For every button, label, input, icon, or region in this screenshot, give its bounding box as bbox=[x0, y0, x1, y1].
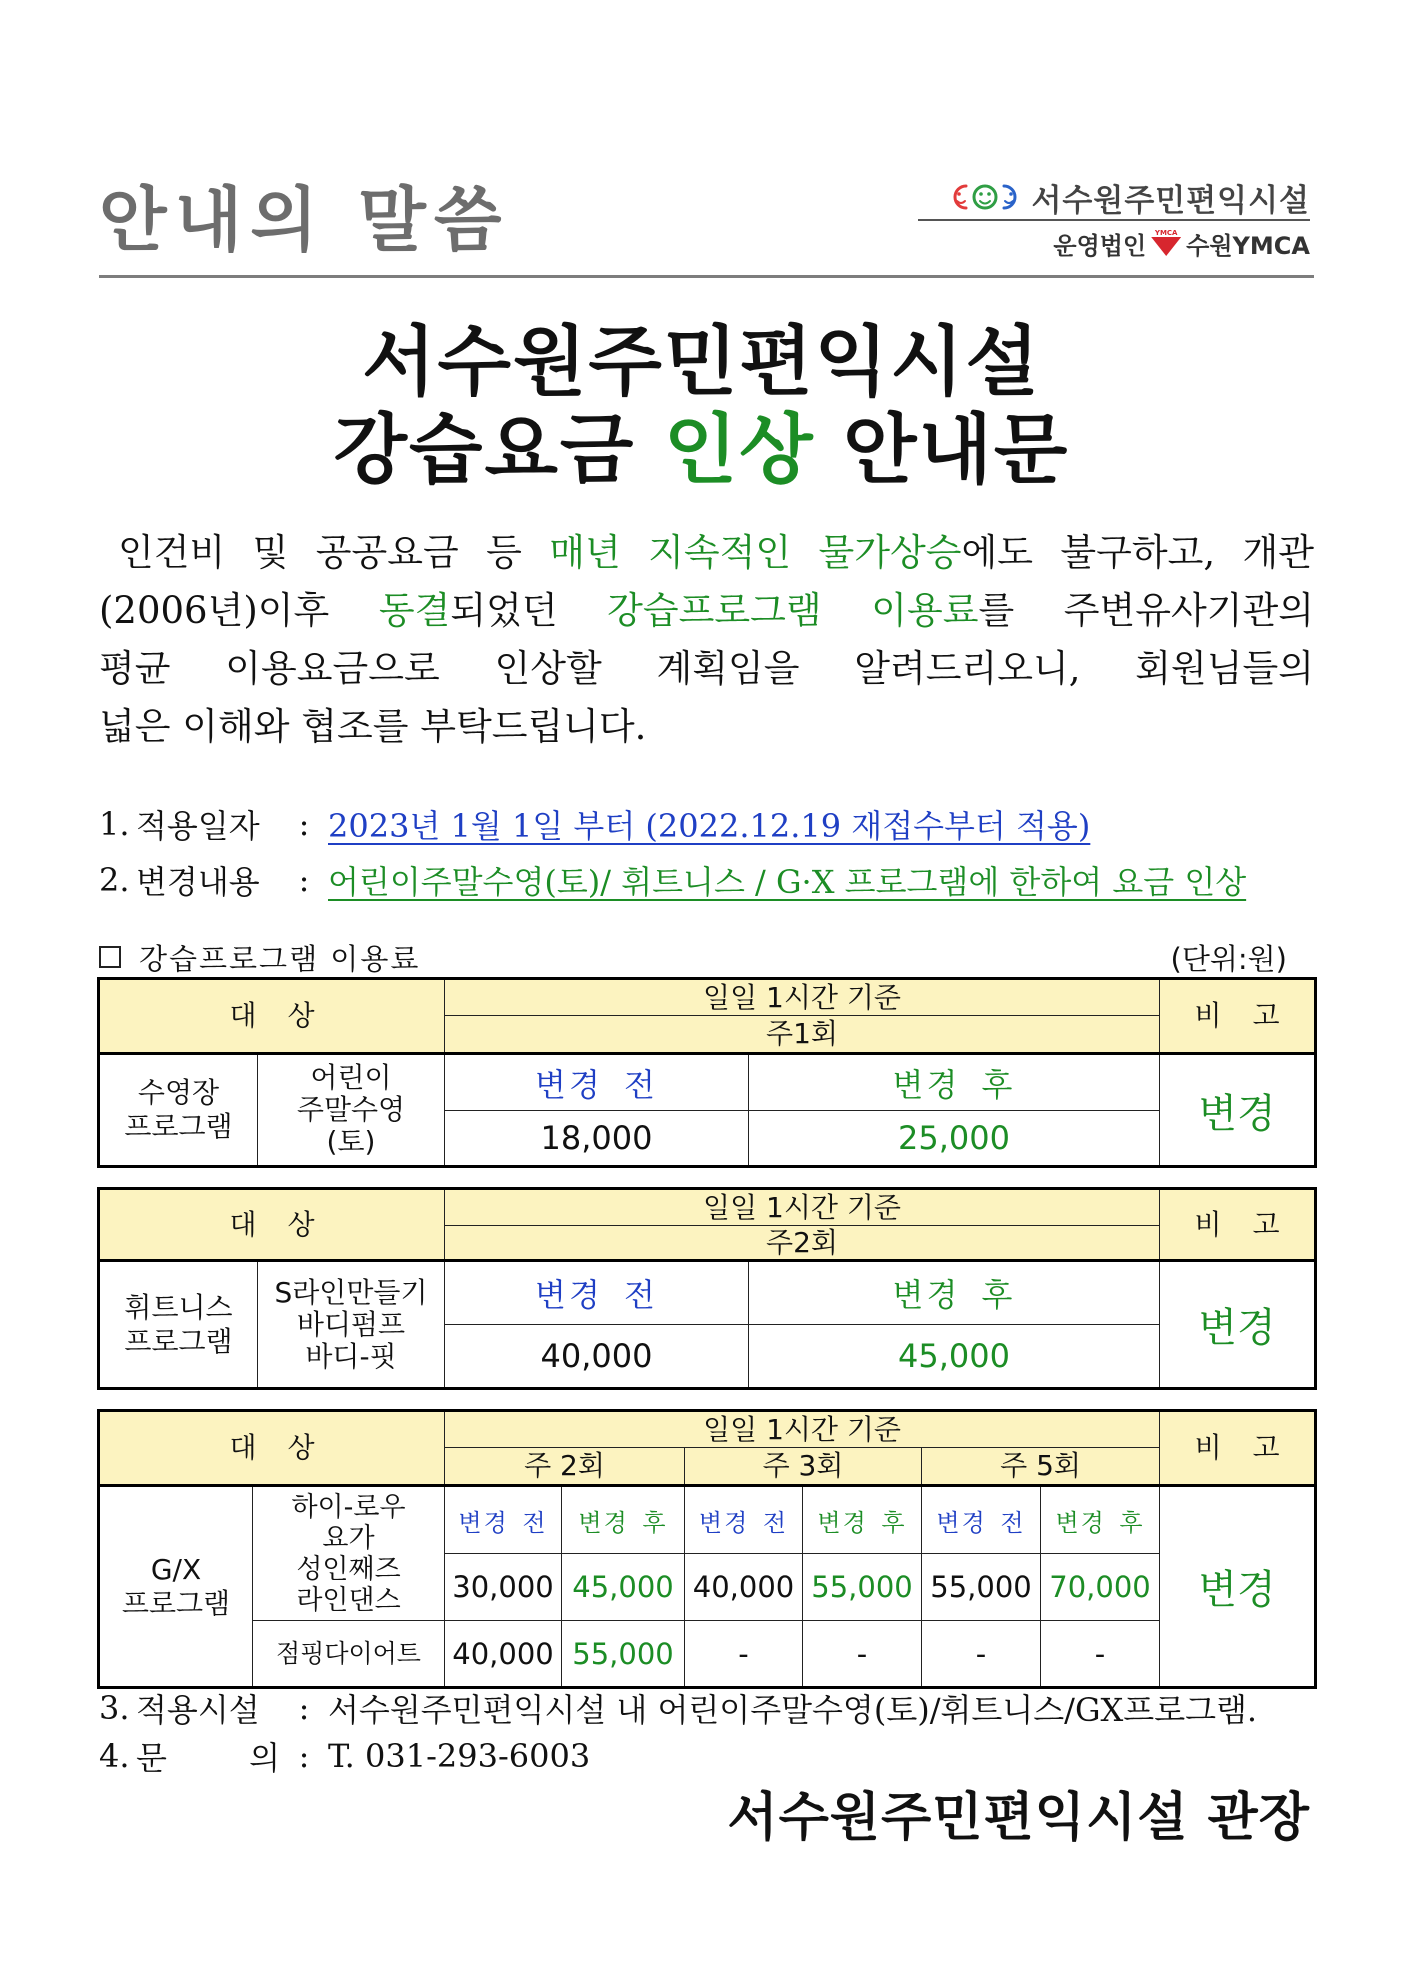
after-value: 70,000 bbox=[1041, 1554, 1160, 1621]
notice-items-bottom bbox=[99, 1684, 1314, 1780]
intro-text: 되었던 bbox=[450, 589, 608, 632]
after-value: 45,000 bbox=[749, 1325, 1160, 1389]
intro-line-3: 평균 이용요금으로 인상할 계획임을 알려드리오니, 회원님들의 bbox=[99, 647, 1314, 690]
frequency-header-2x: 주 2회 bbox=[445, 1448, 685, 1486]
fitness-fee-table bbox=[97, 1187, 1317, 1390]
basis-header: 일일 1시간 기준 bbox=[445, 979, 1160, 1016]
before-value: 30,000 bbox=[445, 1554, 562, 1621]
intro-line-4: 넓은 이해와 협조를 부탁드립니다. bbox=[99, 705, 647, 748]
item-effective-date bbox=[99, 796, 1314, 852]
item-value-phone: T. 031-293-6003 bbox=[328, 1737, 591, 1775]
before-value: 40,000 bbox=[445, 1325, 749, 1389]
intro-highlight-frozen: 동결 bbox=[378, 589, 451, 632]
signature: 서수원주민편익시설 관장 bbox=[727, 1788, 1310, 1848]
ymca-triangle-icon bbox=[1151, 230, 1181, 256]
note-cell: 변경 bbox=[1160, 1054, 1316, 1167]
after-value: 25,000 bbox=[749, 1111, 1160, 1167]
before-value: 18,000 bbox=[445, 1111, 749, 1167]
item-label: 적용시설 bbox=[136, 1691, 260, 1729]
empty-value: - bbox=[922, 1621, 1041, 1688]
title-increase-highlight: 인상 bbox=[663, 405, 815, 494]
ymca-badge-text: YMCA bbox=[1154, 229, 1178, 237]
item-separator: : bbox=[298, 805, 310, 843]
item-separator: : bbox=[298, 1689, 310, 1727]
note-cell: 변경 bbox=[1160, 1261, 1316, 1389]
before-label: 변경 전 bbox=[445, 1486, 562, 1554]
program-cell: 어린이 주말수영 (토) bbox=[258, 1054, 445, 1167]
empty-square-icon bbox=[99, 946, 121, 968]
item-value-facility: 서수원주민편익시설 내 어린이주말수영(토)/휘트니스/GX프로그램. bbox=[328, 1691, 1258, 1729]
title-fee-text: 강습요금 bbox=[333, 405, 636, 494]
intro-highlight-program-fee: 강습프로그램 이용료 bbox=[607, 589, 979, 632]
category-cell: G/X 프로그램 bbox=[99, 1486, 253, 1688]
program-cell: S라인만들기 바디펌프 바디-핏 bbox=[258, 1261, 445, 1389]
after-label: 변경 후 bbox=[1041, 1486, 1160, 1554]
item-number: 3. bbox=[99, 1689, 130, 1727]
item-label: 적용일자 bbox=[136, 807, 260, 845]
item-label: 변경내용 bbox=[136, 863, 260, 901]
intro-text: 인건비 및 공공요금 등 bbox=[118, 531, 550, 574]
before-value: 40,000 bbox=[445, 1621, 562, 1688]
before-label: 변경 전 bbox=[445, 1261, 749, 1325]
organization-name: 서수원주민편익시설 bbox=[1031, 182, 1310, 219]
note-header: 비 고 bbox=[1160, 979, 1316, 1054]
after-label: 변경 후 bbox=[749, 1261, 1160, 1325]
swimming-fee-table bbox=[97, 977, 1317, 1168]
notice-items-top bbox=[99, 796, 1314, 908]
intro-text: 에도 불구하고, 개관 bbox=[961, 531, 1314, 574]
frequency-header: 주1회 bbox=[445, 1016, 1160, 1054]
organization-logo-block bbox=[918, 176, 1310, 259]
category-cell: 휘트니스 프로그램 bbox=[99, 1261, 258, 1389]
intro-text: (2006년)이후 bbox=[99, 589, 379, 632]
item-number: 4. bbox=[99, 1737, 130, 1775]
after-value: 55,000 bbox=[562, 1621, 685, 1688]
after-value: 55,000 bbox=[803, 1554, 922, 1621]
note-header: 비 고 bbox=[1160, 1411, 1316, 1486]
title-notice-text: 안내문 bbox=[843, 405, 1070, 494]
unit-label: (단위:원) bbox=[1170, 941, 1287, 976]
after-value: 45,000 bbox=[562, 1554, 685, 1621]
after-label: 변경 후 bbox=[749, 1054, 1160, 1111]
note-cell: 변경 bbox=[1160, 1486, 1316, 1688]
empty-value: - bbox=[685, 1621, 803, 1688]
category-cell: 수영장 프로그램 bbox=[99, 1054, 258, 1167]
before-label: 변경 전 bbox=[922, 1486, 1041, 1554]
basis-header: 일일 1시간 기준 bbox=[445, 1189, 1160, 1226]
item-number: 2. bbox=[99, 861, 130, 899]
intro-line-2 bbox=[99, 582, 1314, 640]
intro-paragraph bbox=[99, 524, 1314, 756]
target-header: 대 상 bbox=[99, 1189, 445, 1261]
operator-row bbox=[918, 227, 1310, 259]
item-separator: : bbox=[298, 1737, 310, 1775]
operator-name: 수원YMCA bbox=[1186, 231, 1310, 260]
gx-fee-table bbox=[97, 1409, 1317, 1689]
frequency-header-5x: 주 5회 bbox=[922, 1448, 1160, 1486]
fee-section-header bbox=[99, 940, 1287, 974]
item-applied-facility bbox=[99, 1684, 1314, 1732]
after-label: 변경 후 bbox=[562, 1486, 685, 1554]
title-line-1: 서수원주민편익시설 bbox=[362, 317, 1041, 406]
item-separator: : bbox=[298, 861, 310, 899]
program-cell: 하이-로우 요가 성인째즈 라인댄스 bbox=[253, 1486, 445, 1621]
before-label: 변경 전 bbox=[445, 1054, 749, 1111]
before-label: 변경 전 bbox=[685, 1486, 803, 1554]
before-value: 40,000 bbox=[685, 1554, 803, 1621]
intro-line-1 bbox=[99, 524, 1314, 582]
item-label: 문 의 bbox=[136, 1739, 280, 1777]
empty-value: - bbox=[803, 1621, 922, 1688]
before-value: 55,000 bbox=[922, 1554, 1041, 1621]
item-value-change-details: 어린이주말수영(토)/ 휘트니스 / G·X 프로그램에 한하여 요금 인상 bbox=[328, 863, 1247, 901]
document-heading: 안내의 말씀 bbox=[99, 179, 510, 261]
item-value-effective-date: 2023년 1월 1일 부터 (2022.12.19 재접수부터 적용) bbox=[328, 807, 1091, 845]
target-header: 대 상 bbox=[99, 979, 445, 1054]
title-line-2 bbox=[0, 406, 1403, 494]
item-inquiry bbox=[99, 1732, 1314, 1780]
smiley-faces-logo-icon bbox=[947, 179, 1023, 215]
intro-text: 를 주변유사기관의 bbox=[978, 589, 1314, 632]
intro-highlight-price-rise: 매년 지속적인 물가상승 bbox=[549, 531, 962, 574]
basis-header: 일일 1시간 기준 bbox=[445, 1411, 1160, 1448]
empty-value: - bbox=[1041, 1621, 1160, 1688]
target-header: 대 상 bbox=[99, 1411, 445, 1486]
program-cell: 점핑다이어트 bbox=[253, 1621, 445, 1688]
note-header: 비 고 bbox=[1160, 1189, 1316, 1261]
item-number: 1. bbox=[99, 805, 130, 843]
frequency-header: 주2회 bbox=[445, 1226, 1160, 1261]
operator-label: 운영법인 bbox=[1053, 231, 1147, 260]
after-label: 변경 후 bbox=[803, 1486, 922, 1554]
logo-row bbox=[918, 176, 1310, 218]
heading-divider bbox=[99, 275, 1314, 278]
section-label: 강습프로그램 이용료 bbox=[139, 941, 421, 976]
notice-title bbox=[0, 318, 1403, 494]
item-change-details bbox=[99, 852, 1314, 908]
frequency-header-3x: 주 3회 bbox=[685, 1448, 922, 1486]
